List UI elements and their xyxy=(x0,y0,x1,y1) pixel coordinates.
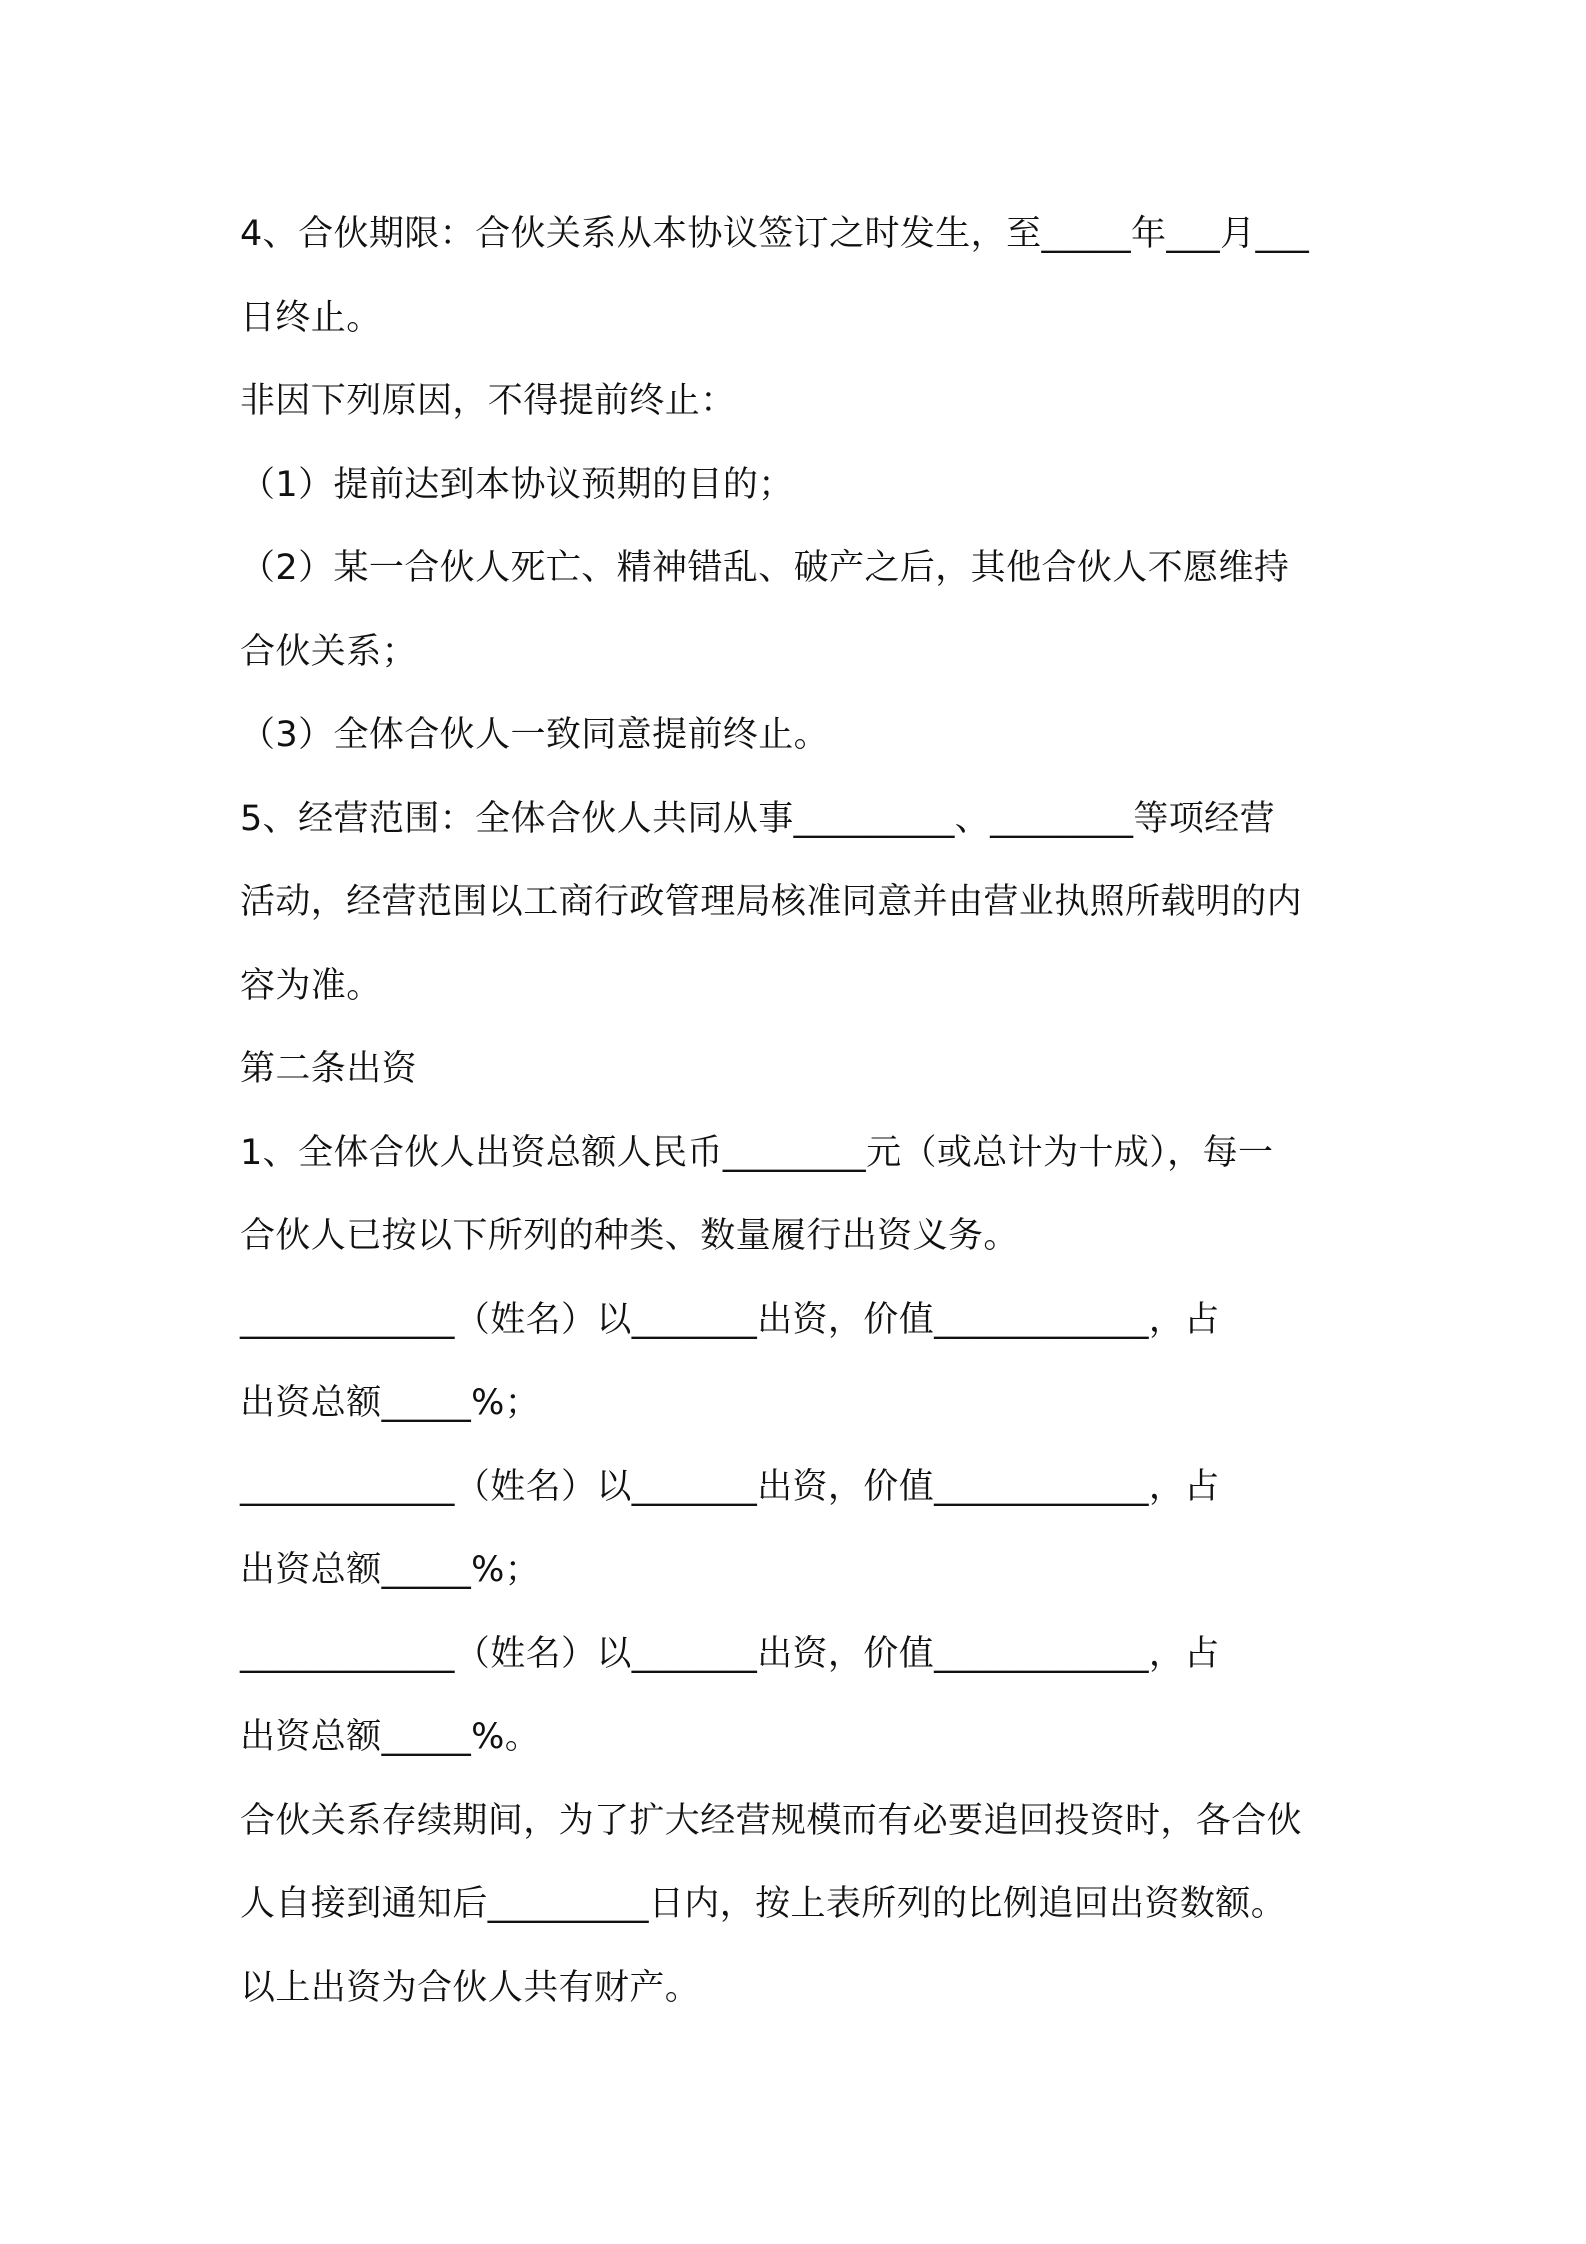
text-line: 容为准。 xyxy=(240,965,382,1006)
text-line: 出资总额_____%； xyxy=(240,1550,541,1590)
text-line: ____________（姓名）以_______出资，价值____________，占 xyxy=(240,1466,1220,1507)
text-line: 活动，经营范围以工商行政管理局核准同意并由营业执照所载明的内 xyxy=(240,882,1303,922)
text-line: 1、全体合伙人出资总额人民币________元（或总计为十成），每一 xyxy=(240,1132,1274,1173)
text-line: 人自接到通知后_________日内，按上表所列的比例追回出资数额。 xyxy=(240,1884,1287,1924)
text-line: 日终止。 xyxy=(240,297,382,338)
text-line: ____________（姓名）以_______出资，价值____________，占 xyxy=(240,1299,1220,1340)
text-line: 5、经营范围：全体合伙人共同从事_________、________等项经营 xyxy=(240,798,1275,839)
text-line: （3）全体合伙人一致同意提前终止。 xyxy=(240,715,830,755)
text-line: （1）提前达到本协议预期的目的； xyxy=(240,464,794,505)
text-line: 合伙人已按以下所列的种类、数量履行出资义务。 xyxy=(240,1216,1019,1256)
text-line: 合伙关系； xyxy=(240,631,418,672)
text-line: 非因下列原因，不得提前终止： xyxy=(240,381,736,421)
text-line: 出资总额_____%； xyxy=(240,1383,541,1423)
text-line: 出资总额_____%。 xyxy=(240,1717,541,1757)
text-line: ____________（姓名）以_______出资，价值____________，占 xyxy=(240,1633,1220,1674)
document-body xyxy=(240,193,1360,2030)
text-line: 以上出资为合伙人共有财产。 xyxy=(240,1967,701,2008)
text-line: 4、合伙期限：合伙关系从本协议签订之时发生，至_____年___月___ xyxy=(240,214,1310,254)
section-heading: 第二条出资 xyxy=(240,1049,418,1089)
text-line: （2）某一合伙人死亡、精神错乱、破产之后，其他合伙人不愿维持 xyxy=(240,548,1290,588)
text-line: 合伙关系存续期间，为了扩大经营规模而有必要追回投资时，各合伙 xyxy=(240,1800,1303,1841)
